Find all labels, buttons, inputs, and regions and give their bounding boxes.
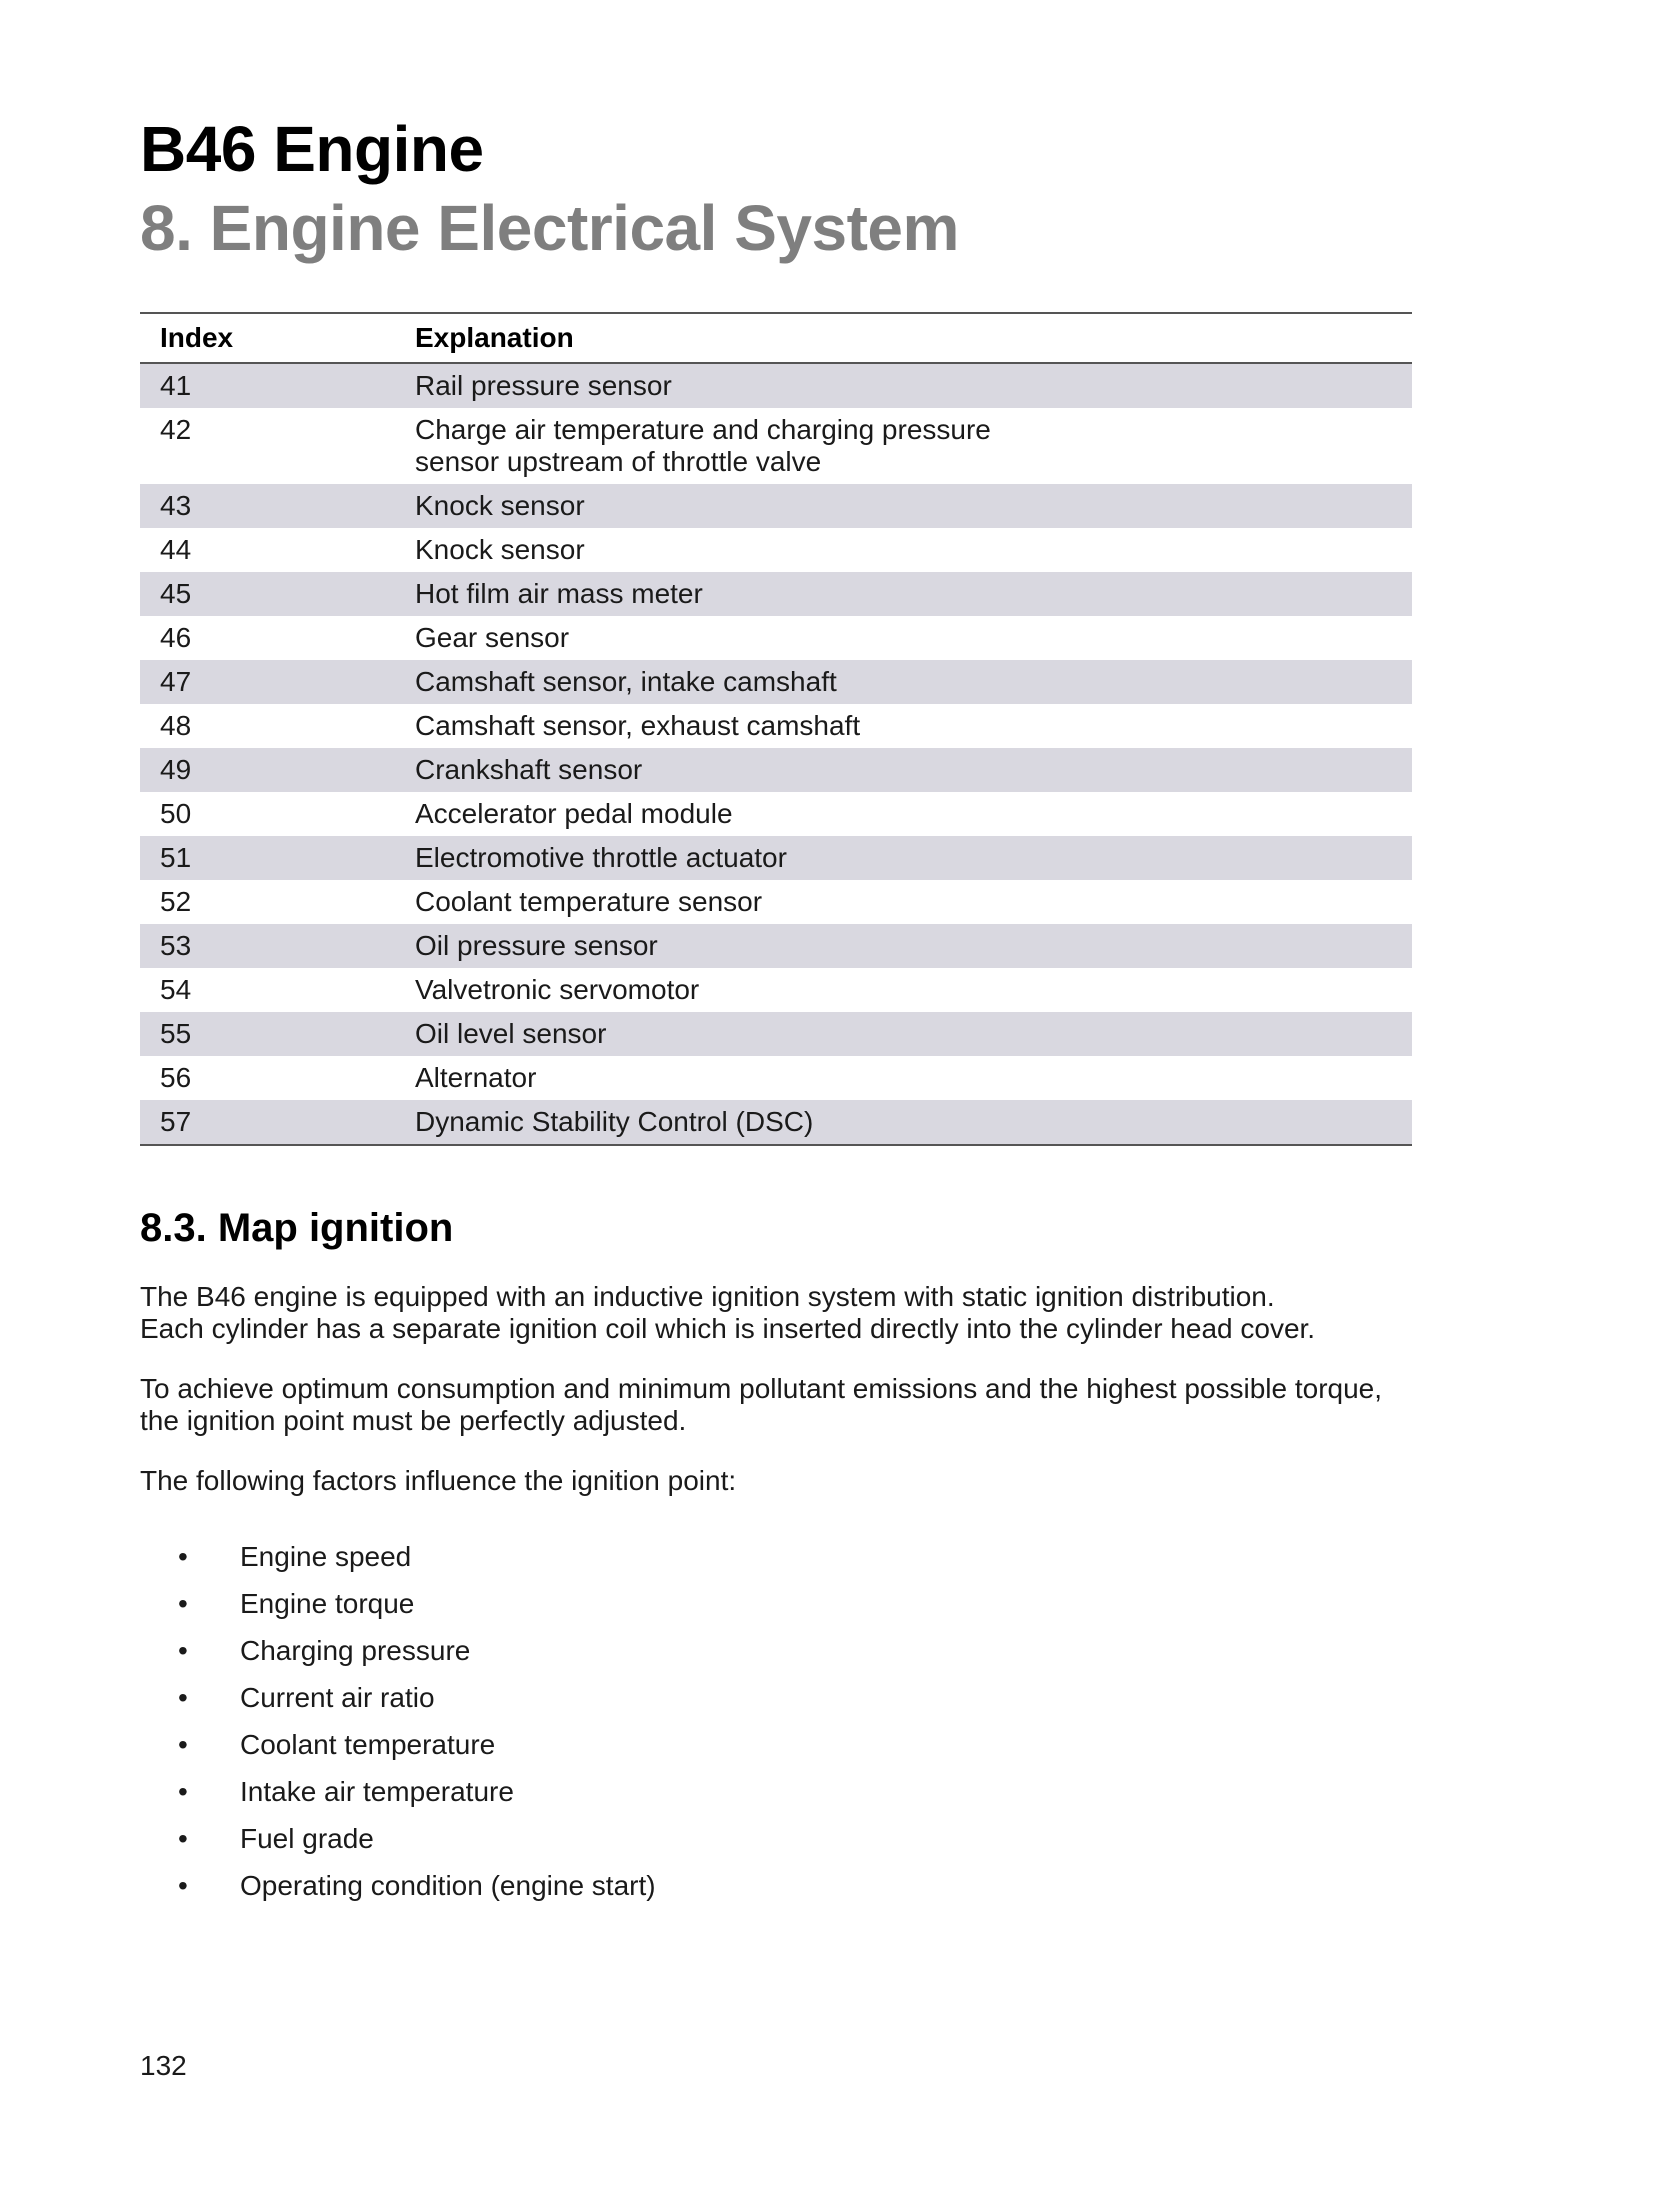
document-page — [140, 110, 1412, 1917]
legend-table — [140, 312, 1412, 1146]
table-row — [140, 748, 1412, 792]
table-row — [140, 363, 1412, 408]
row-explanation: Knock sensor — [415, 534, 585, 565]
table-row — [140, 408, 1412, 484]
table-row — [140, 792, 1412, 836]
factor-label: Engine speed — [240, 1541, 412, 1572]
table-row — [140, 968, 1412, 1012]
row-explanation: Rail pressure sensor — [415, 370, 672, 401]
explanation-column-header: Explanation — [395, 313, 1412, 363]
row-explanation: Alternator — [415, 1062, 537, 1093]
factor-label: Fuel grade — [240, 1823, 374, 1854]
row-explanation: Camshaft sensor, exhaust camshaft — [415, 710, 861, 741]
page-number: 132 — [140, 2050, 187, 2081]
factor-list — [140, 1541, 1412, 1917]
table-row — [140, 484, 1412, 528]
factor-label: Current air ratio — [240, 1682, 435, 1713]
row-explanation: Coolant temperature sensor — [415, 886, 763, 917]
legend-table-body — [140, 363, 1412, 1145]
chapter-title: 8. Engine Electrical System — [140, 192, 959, 264]
list-item — [140, 1823, 1412, 1870]
factor-label: Coolant temperature — [240, 1729, 496, 1760]
bullet-icon: • — [178, 1870, 188, 1901]
row-explanation: Knock sensor — [415, 490, 585, 521]
row-index: 43 — [160, 490, 192, 521]
row-index: 56 — [160, 1062, 192, 1093]
row-index: 52 — [160, 886, 192, 917]
factor-label: Operating condition (engine start) — [240, 1870, 656, 1901]
row-index: 53 — [160, 930, 192, 961]
table-header-row — [140, 313, 1412, 363]
row-index: 49 — [160, 754, 192, 785]
row-explanation: Oil level sensor — [415, 1018, 607, 1049]
row-explanation: Hot film air mass meter — [415, 578, 703, 609]
bullet-icon: • — [178, 1635, 188, 1666]
table-row — [140, 660, 1412, 704]
row-index: 48 — [160, 710, 192, 741]
document-title: B46 Engine — [140, 113, 484, 185]
list-item — [140, 1729, 1412, 1776]
paragraph-ignition-point: To achieve optimum consumption and minimum pollutant emissions and the highest possible torque, the ignition point must be perfectly adjusted. — [140, 1373, 1383, 1436]
bullet-icon: • — [178, 1823, 188, 1854]
row-index: 57 — [140, 1100, 395, 1145]
list-item — [140, 1635, 1412, 1682]
factor-label: Charging pressure — [240, 1635, 471, 1666]
section-heading: 8.3. Map ignition — [140, 1206, 454, 1250]
row-index: 46 — [160, 622, 192, 653]
row-explanation: Gear sensor — [415, 622, 570, 653]
table-row — [140, 1056, 1412, 1100]
table-row — [140, 1100, 1412, 1145]
table-row — [140, 836, 1412, 880]
row-index: 51 — [160, 842, 192, 873]
bullet-icon: • — [178, 1729, 188, 1760]
table-row — [140, 616, 1412, 660]
index-column-header: Index — [140, 313, 395, 363]
bullet-icon: • — [178, 1541, 188, 1572]
table-row — [140, 704, 1412, 748]
row-index: 42 — [160, 414, 192, 445]
table-row — [140, 572, 1412, 616]
list-item — [140, 1682, 1412, 1729]
list-item — [140, 1776, 1412, 1823]
row-index: 47 — [160, 666, 192, 697]
row-index: 55 — [160, 1018, 192, 1049]
bullet-icon: • — [178, 1682, 188, 1713]
row-explanation: Charge air temperature and charging pressure sensor upstream of throttle valve — [415, 414, 991, 477]
row-explanation: Camshaft sensor, intake camshaft — [415, 666, 837, 697]
list-item — [140, 1541, 1412, 1588]
row-index: 41 — [160, 370, 192, 401]
row-index: 50 — [160, 798, 192, 829]
row-explanation: Oil pressure sensor — [415, 930, 658, 961]
table-row — [140, 1012, 1412, 1056]
factor-label: Engine torque — [240, 1588, 415, 1619]
bullet-icon: • — [178, 1588, 188, 1619]
table-row — [140, 528, 1412, 572]
row-explanation: Electromotive throttle actuator — [415, 842, 787, 873]
list-item — [140, 1870, 1412, 1917]
bullet-icon: • — [178, 1776, 188, 1807]
list-item — [140, 1588, 1412, 1635]
table-row — [140, 880, 1412, 924]
row-index: 54 — [160, 974, 192, 1005]
table-row — [140, 924, 1412, 968]
paragraph-ignition-system: The B46 engine is equipped with an inductive ignition system with static ignition distribution. Each cylinder has a separate ignition coil which is inserted directly into the cylinder head cover. — [140, 1281, 1316, 1344]
row-explanation: Accelerator pedal module — [415, 798, 733, 829]
paragraph-factors-intro: The following factors influence the ignition point: — [140, 1465, 737, 1496]
row-explanation: Valvetronic servomotor — [415, 974, 700, 1005]
factor-label: Intake air temperature — [240, 1776, 514, 1807]
row-index: 45 — [160, 578, 192, 609]
row-index: 44 — [160, 534, 192, 565]
row-explanation: Crankshaft sensor — [415, 754, 643, 785]
row-explanation: Dynamic Stability Control (DSC) — [395, 1100, 1412, 1145]
